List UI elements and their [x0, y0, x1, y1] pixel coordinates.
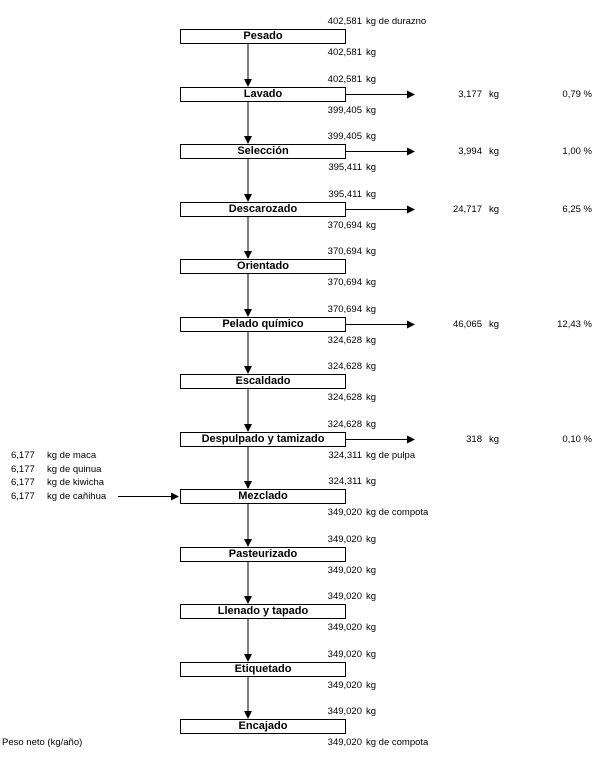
- step-input-unit: kg: [366, 591, 377, 602]
- step-output-unit: kg: [366, 392, 377, 403]
- step-output-unit: kg: [366, 565, 377, 576]
- step-input-unit: kg: [366, 74, 377, 85]
- step-output-value: 324,628: [327, 335, 362, 346]
- step-output-value: 399,405: [327, 105, 362, 116]
- step-input-value: 399,405: [327, 131, 362, 142]
- step-input-value: 402,581: [327, 74, 362, 85]
- step-output-value: 324,628: [327, 392, 362, 403]
- step-input-value: 324,628: [327, 419, 362, 430]
- addition-label: kg de cañihua: [47, 490, 107, 502]
- step-input-unit: kg: [366, 706, 377, 717]
- loss-unit: kg: [489, 434, 500, 445]
- addition-label: kg de kiwicha: [47, 477, 105, 488]
- step-input-value: 349,020: [327, 649, 362, 660]
- loss-value: 24,717: [452, 204, 482, 215]
- addition-value: 6,177: [11, 490, 35, 502]
- step-input-value: 370,694: [327, 304, 362, 315]
- step-input-unit: kg de durazno: [366, 16, 427, 27]
- step-output-unit: kg de compota: [366, 507, 429, 518]
- step-output-unit: kg: [366, 680, 377, 691]
- step-output-value: 349,020: [327, 737, 362, 748]
- step-input-value: 349,020: [327, 534, 362, 545]
- step-input-value: 402,581: [327, 16, 362, 27]
- process-step-box: Encajado: [180, 719, 346, 734]
- process-step-box: Despulpado y tamizado: [180, 432, 346, 447]
- step-output-unit: kg: [366, 622, 377, 633]
- process-step-box: Escaldado: [180, 374, 346, 389]
- loss-value: 318: [466, 434, 482, 445]
- loss-value: 3,994: [458, 146, 482, 157]
- addition-label: kg de maca: [47, 450, 97, 461]
- process-step-box: Descarozado: [180, 202, 346, 217]
- step-output-unit: kg de pulpa: [366, 450, 416, 461]
- process-step-box: Llenado y tapado: [180, 604, 346, 619]
- step-output-unit: kg: [366, 105, 377, 116]
- loss-unit: kg: [489, 146, 500, 157]
- step-output-unit: kg: [366, 162, 377, 173]
- step-input-unit: kg: [366, 246, 377, 257]
- step-input-value: 349,020: [327, 591, 362, 602]
- addition-value: 6,177: [11, 450, 35, 461]
- step-output-value: 349,020: [327, 507, 362, 518]
- footer-label: Peso neto (kg/año): [2, 737, 83, 748]
- loss-percentage: 0,10 %: [562, 434, 592, 445]
- step-output-value: 324,311: [328, 450, 362, 461]
- step-output-value: 349,020: [327, 680, 362, 691]
- step-input-unit: kg: [366, 304, 377, 315]
- step-input-unit: kg: [366, 419, 377, 430]
- step-output-value: 349,020: [327, 565, 362, 576]
- process-step-box: Pesado: [180, 29, 346, 44]
- step-output-unit: kg: [366, 47, 377, 58]
- step-input-unit: kg: [366, 649, 377, 660]
- addition-value: 6,177: [11, 477, 35, 488]
- step-input-unit: kg: [366, 361, 377, 372]
- step-input-value: 370,694: [327, 246, 362, 257]
- loss-percentage: 12,43 %: [557, 319, 592, 330]
- process-step-box: Etiquetado: [180, 662, 346, 677]
- process-step-box: Mezclado: [180, 489, 346, 504]
- process-step-box: Selección: [180, 144, 346, 159]
- process-step-box: Pasteurizado: [180, 547, 346, 562]
- process-step-box: Pelado químico: [180, 317, 346, 332]
- step-output-value: 402,581: [327, 47, 362, 58]
- loss-percentage: 6,25 %: [562, 204, 592, 215]
- step-input-unit: kg: [366, 189, 377, 200]
- step-input-value: 395,411: [328, 189, 362, 200]
- loss-unit: kg: [489, 89, 500, 100]
- step-input-value: 324,628: [327, 361, 362, 372]
- step-output-value: 349,020: [327, 622, 362, 633]
- loss-unit: kg: [489, 204, 500, 215]
- step-output-value: 395,411: [328, 162, 362, 173]
- loss-value: 46,065: [452, 319, 482, 330]
- process-step-box: Orientado: [180, 259, 346, 274]
- step-input-value: 324,311: [328, 476, 362, 487]
- step-input-unit: kg: [366, 476, 377, 487]
- step-output-unit: kg: [366, 220, 377, 231]
- loss-value: 3,177: [458, 89, 482, 100]
- step-output-unit: kg: [366, 277, 377, 288]
- loss-unit: kg: [489, 319, 500, 330]
- step-input-value: 349,020: [327, 706, 362, 717]
- step-input-unit: kg: [366, 131, 377, 142]
- loss-percentage: 0,79 %: [562, 89, 592, 100]
- step-output-value: 370,694: [327, 220, 362, 231]
- step-output-value: 370,694: [327, 277, 362, 288]
- loss-percentage: 1,00 %: [562, 146, 592, 157]
- process-step-box: Lavado: [180, 87, 346, 102]
- step-output-unit: kg de compota: [366, 737, 429, 748]
- step-output-unit: kg: [366, 335, 377, 346]
- addition-label: kg de quinua: [47, 463, 102, 475]
- step-input-unit: kg: [366, 534, 377, 545]
- addition-value: 6,177: [11, 463, 35, 475]
